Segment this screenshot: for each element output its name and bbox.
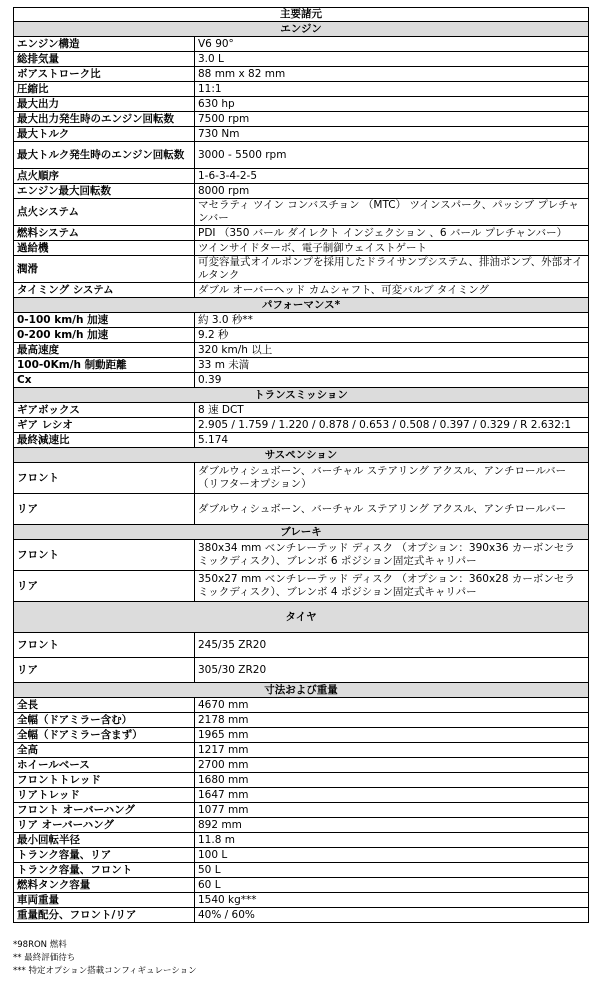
spec-row [14,494,589,525]
spec-value: マセラティ ツイン コンバスチョン （MTC） ツインスパーク、パッシブ プレチャンバー [195,199,589,226]
spec-value: 1680 mm [195,773,589,788]
spec-label: 0-200 km/h 加速 [14,328,195,343]
spec-row [14,373,589,388]
section-heading: パフォーマンス* [14,298,589,313]
section-heading: サスペンション [14,448,589,463]
spec-label: エンジン構造 [14,37,195,52]
spec-label: 全幅（ドアミラー含む） [14,713,195,728]
footnotes [13,939,197,978]
spec-label: フロント [14,633,195,658]
spec-row [14,313,589,328]
spec-label: リアトレッド [14,788,195,803]
spec-label: ギア レシオ [14,418,195,433]
spec-value: 8000 rpm [195,184,589,199]
section-header-row [14,298,589,313]
section-header-row [14,602,589,633]
section-header-row [14,388,589,403]
spec-label: 最大出力発生時のエンジン回転数 [14,112,195,127]
spec-label: リア [14,658,195,683]
spec-label: 最終減速比 [14,433,195,448]
spec-label: ギアボックス [14,403,195,418]
spec-value: 88 mm x 82 mm [195,67,589,82]
spec-label: 最大トルク [14,127,195,142]
spec-row [14,803,589,818]
spec-value: 3.0 L [195,52,589,67]
spec-value: PDI （350 バール ダイレクト インジェクション 、6 バール プレチャンバー） [195,226,589,241]
section-heading: エンジン [14,22,589,37]
spec-value: 8 速 DCT [195,403,589,418]
section-heading: トランスミッション [14,388,589,403]
spec-row [14,37,589,52]
spec-label: 点火順序 [14,169,195,184]
spec-row [14,878,589,893]
spec-value: 40% / 60% [195,908,589,923]
spec-label: 燃料システム [14,226,195,241]
section-header-row [14,525,589,540]
spec-row [14,241,589,256]
spec-value: ダブル オーバーヘッド カムシャフト、可変バルブ タイミング [195,283,589,298]
spec-row [14,773,589,788]
spec-row [14,199,589,226]
spec-value: ダブルウィシュボーン、バーチャル ステアリング アクスル、アンチロールバー（リフターオプション） [195,463,589,494]
section-header-row [14,683,589,698]
spec-row [14,713,589,728]
spec-label: 最大トルク発生時のエンジン回転数 [14,142,195,169]
spec-row [14,893,589,908]
spec-label: 圧縮比 [14,82,195,97]
spec-value: 11:1 [195,82,589,97]
spec-value: 9.2 秒 [195,328,589,343]
spec-value: 0.39 [195,373,589,388]
spec-label: フロント [14,540,195,571]
table-title: 主要諸元 [14,8,589,22]
spec-row [14,863,589,878]
spec-row [14,358,589,373]
spec-value: 1540 kg*** [195,893,589,908]
spec-value: 305/30 ZR20 [195,658,589,683]
spec-value: ツインサイドターボ、電子制御ウェイストゲート [195,241,589,256]
spec-value: 7500 rpm [195,112,589,127]
spec-label: 燃料タンク容量 [14,878,195,893]
footnote: ** 最終評価待ち [13,953,76,963]
spec-label: フロント [14,463,195,494]
spec-label: 最小回転半径 [14,833,195,848]
spec-row [14,633,589,658]
spec-label: トランク容量、フロント [14,863,195,878]
spec-value: 4670 mm [195,698,589,713]
spec-row [14,328,589,343]
spec-row [14,82,589,97]
spec-row [14,343,589,358]
spec-value: 892 mm [195,818,589,833]
spec-label: エンジン最大回転数 [14,184,195,199]
spec-value: 3000 - 5500 rpm [195,142,589,169]
spec-value: 約 3.0 秒** [195,313,589,328]
spec-value: 2178 mm [195,713,589,728]
spec-row [14,184,589,199]
spec-label: リア オーバーハング [14,818,195,833]
spec-row [14,833,589,848]
section-heading: ブレーキ [14,525,589,540]
spec-row [14,226,589,241]
spec-value: 可変容量式オイルポンプを採用したドライサンプシステム、排油ポンプ、外部オイルタンク [195,256,589,283]
spec-row [14,67,589,82]
spec-value: 33 m 未満 [195,358,589,373]
spec-value: ダブルウィシュボーン、バーチャル ステアリング アクスル、アンチロールバー [195,494,589,525]
spec-row [14,112,589,127]
spec-value: 1965 mm [195,728,589,743]
spec-label: 最高速度 [14,343,195,358]
spec-value: 1077 mm [195,803,589,818]
spec-label: 過給機 [14,241,195,256]
spec-row [14,463,589,494]
section-heading: 寸法および重量 [14,683,589,698]
spec-label: 100-0Km/h 制動距離 [14,358,195,373]
spec-label: トランク容量、リア [14,848,195,863]
section-header-row [14,448,589,463]
spec-row [14,658,589,683]
spec-row [14,908,589,923]
spec-row [14,283,589,298]
spec-row [14,169,589,184]
spec-value: V6 90° [195,37,589,52]
spec-label: フロントトレッド [14,773,195,788]
spec-value: 11.8 m [195,833,589,848]
spec-value: 1217 mm [195,743,589,758]
spec-row [14,540,589,571]
spec-label: リア [14,571,195,602]
section-heading: タイヤ [14,602,589,633]
spec-label: ホイールベース [14,758,195,773]
spec-row [14,403,589,418]
spec-label: 潤滑 [14,256,195,283]
spec-label: フロント オーバーハング [14,803,195,818]
spec-row [14,52,589,67]
spec-value: 245/35 ZR20 [195,633,589,658]
spec-row [14,256,589,283]
spec-row [14,848,589,863]
spec-value: 630 hp [195,97,589,112]
spec-label: 0-100 km/h 加速 [14,313,195,328]
spec-row [14,433,589,448]
spec-label: 最大出力 [14,97,195,112]
footnote: *98RON 燃料 [13,940,67,950]
spec-value: 2700 mm [195,758,589,773]
spec-value: 1-6-3-4-2-5 [195,169,589,184]
spec-row [14,743,589,758]
spec-label: リア [14,494,195,525]
spec-label: Cx [14,373,195,388]
spec-label: ボアストローク比 [14,67,195,82]
spec-row [14,788,589,803]
spec-value: 100 L [195,848,589,863]
spec-value: 380x34 mm ベンチレーテッド ディスク （オプション：390x36 カーボンセラミックディスク）、ブレンボ 6 ポジション固定式キャリパー [195,540,589,571]
spec-label: 総排気量 [14,52,195,67]
spec-label: 全高 [14,743,195,758]
spec-row [14,728,589,743]
spec-label: 全長 [14,698,195,713]
spec-label: タイミング システム [14,283,195,298]
spec-table [13,7,589,923]
spec-row [14,97,589,112]
spec-row [14,758,589,773]
spec-value: 50 L [195,863,589,878]
spec-label: 車両重量 [14,893,195,908]
spec-value: 730 Nm [195,127,589,142]
spec-row [14,418,589,433]
table-title-row [14,8,589,22]
spec-value: 350x27 mm ベンチレーテッド ディスク （オプション：360x28 カーボンセラミックディスク）、ブレンボ 4 ポジション固定式キャリパー [195,571,589,602]
spec-value: 2.905 / 1.759 / 1.220 / 0.878 / 0.653 / 0.508 / 0.397 / 0.329 / R 2.632:1 [195,418,589,433]
spec-row [14,818,589,833]
spec-label: 重量配分、フロント/リア [14,908,195,923]
spec-label: 点火システム [14,199,195,226]
spec-row [14,571,589,602]
section-header-row [14,22,589,37]
spec-row [14,127,589,142]
spec-value: 5.174 [195,433,589,448]
spec-row [14,142,589,169]
spec-value: 60 L [195,878,589,893]
spec-label: 全幅（ドアミラー含まず） [14,728,195,743]
footnote: *** 特定オプション搭載コンフィギュレーション [13,966,197,976]
spec-row [14,698,589,713]
spec-value: 1647 mm [195,788,589,803]
spec-value: 320 km/h 以上 [195,343,589,358]
